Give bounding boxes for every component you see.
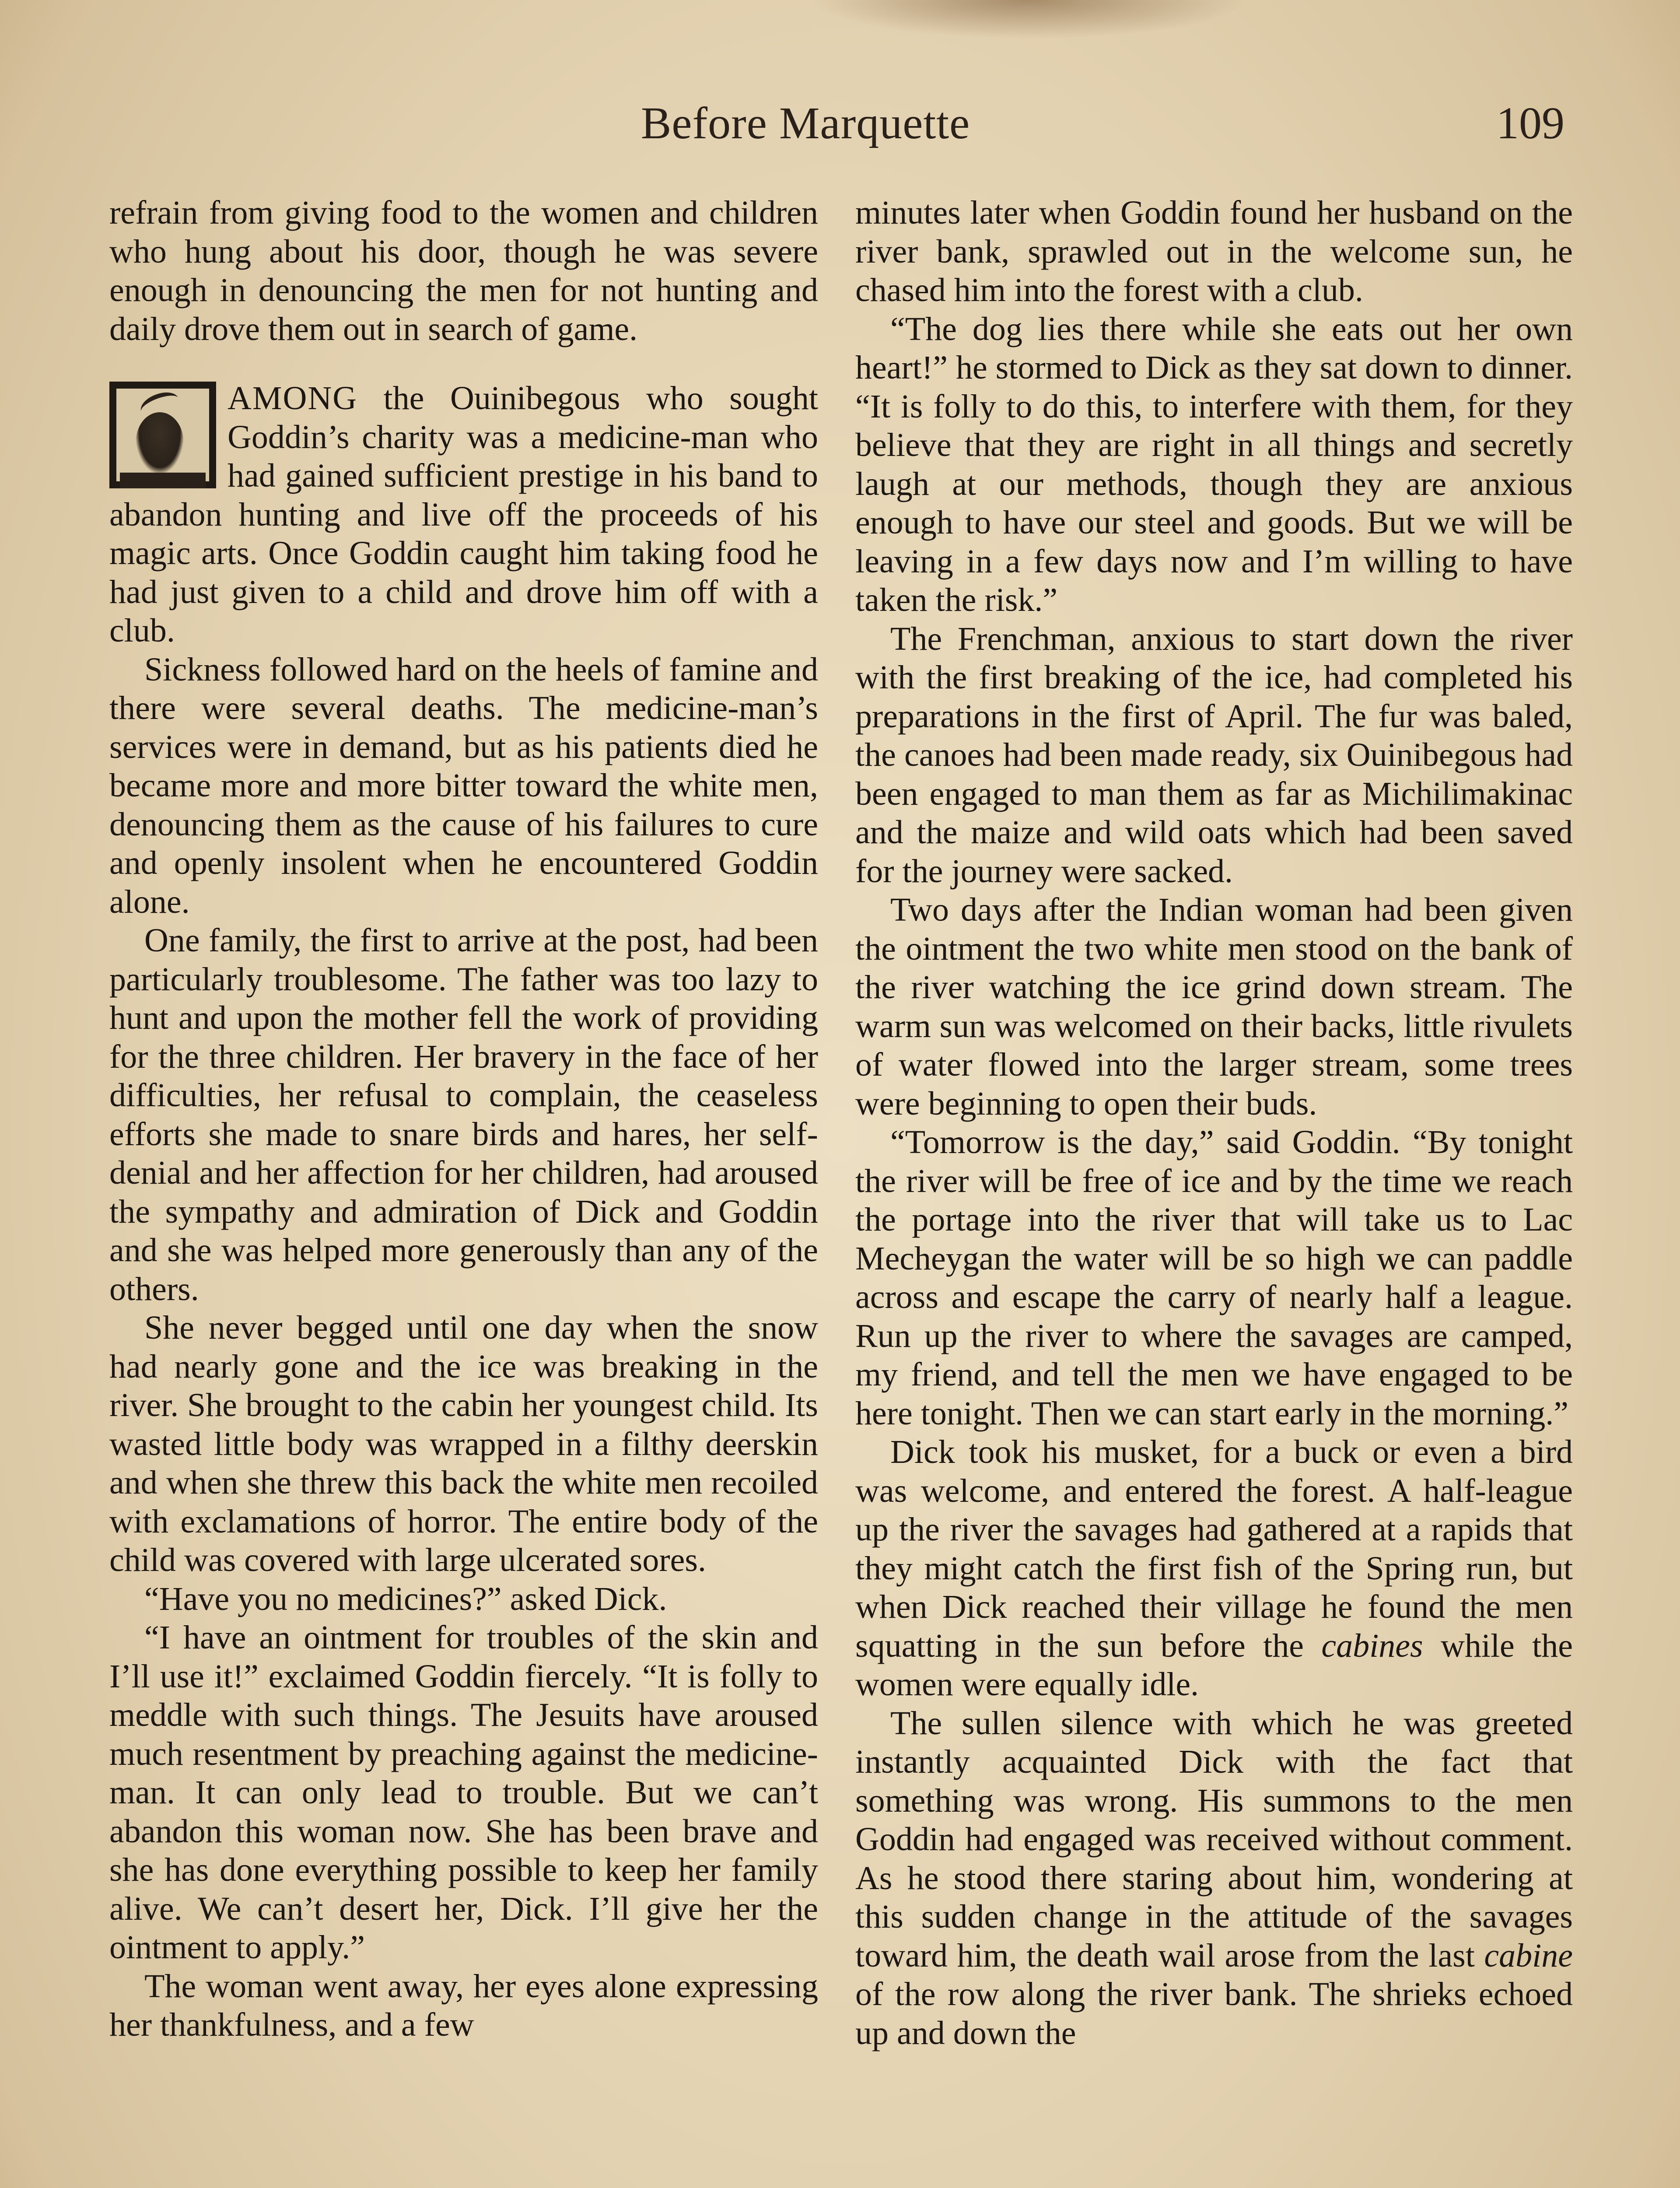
dropcap-lead-word: AMONG <box>228 380 358 417</box>
paragraph: She never begged until one day when the snow had nearly gone and the ice was breaking in the river. She brought to the cabin her youngest child. Its wasted little body was wrapped in a filthy deerskin and when she threw this back the white men recoiled with exclamations of horror. The entire body of the child was covered with large ulcerated sores. <box>109 1309 818 1578</box>
paragraph <box>855 1704 1573 2053</box>
italic-term: cabine <box>1484 1937 1573 1974</box>
paragraph-text: while the women were equally idle. <box>855 1627 1573 1703</box>
page-number: 109 <box>1496 98 1564 148</box>
paragraph <box>855 1433 1573 1704</box>
paragraph: “The dog lies there while she eats out her own heart!” he stormed to Dick as they sat down to dinner. “It is folly to do this, to interfere with them, for they believe that they are right in all things and secretly laugh at our methods, though they are anxious enough to have our steel and goods. But we will be leaving in a few days now and I’m willing to have taken the risk.” <box>855 310 1573 618</box>
paragraph-text: of the row along the river bank. The shrieks echoed up and down the <box>855 1976 1573 2051</box>
paragraph: Two days after the Indian woman had been given the ointment the two white men stood on the bank of the river watching the ice grind down stream. The warm sun was welcomed on their backs, little rivulets of water flowed into the larger stream, some trees were beginning to open their buds. <box>855 891 1573 1122</box>
paragraph: minutes later when Goddin found her husband on the river bank, sprawled out in the welcome sun, he chased him into the forest with a club. <box>855 194 1573 309</box>
page-stain <box>809 0 1247 39</box>
left-column <box>109 193 818 2044</box>
paragraph-text: the Ouinibegous who sought Goddin’s charity was a medicine-man who had gained sufficient prestige in his band to abandon hunting and live off the proceeds of his magic arts. Once Goddin caught him taking food he had just given to a child and drove him off with a club. <box>109 380 818 649</box>
paragraph: “I have an ointment for troubles of the skin and I’ll use it!” exclaimed Goddin fiercely. “It is folly to meddle with such things. The Jesuits have aroused much resentment by preaching against the medicine-man. It can only lead to trouble. But we can’t abandon this woman now. She has been brave and she has done everything possible to keep her family alive. We can’t desert her, Dick. I’ll give her the ointment to apply.” <box>109 1619 818 1966</box>
italic-term: cabines <box>1321 1627 1423 1664</box>
running-head: Before Marquette <box>641 98 970 148</box>
paragraph: “Have you no medicines?” asked Dick. <box>144 1580 667 1617</box>
paragraph: “Tomorrow is the day,” said Goddin. “By tonight the river will be free of ice and by the time we reach the portage into the river that will take us to Lac Mecheygan the water will be so high we can paddle across and escape the carry of nearly half a league. Run up the river to where the savages are camped, my friend, and tell the men we have engaged to be here tonight. Then we can start early in the morning.” <box>855 1124 1573 1432</box>
paragraph: One family, the first to arrive at the post, had been particularly troublesome. The father was too lazy to hunt and upon the mother fell the work of providing for the three children. Her bravery in the face of her difficulties, her refusal to complain, the ceaseless efforts she made to snare birds and hares, her self-denial and her affection for her children, had aroused the sympathy and admiration of Dick and Goddin and she was helped more generously than any of the others. <box>109 922 818 1308</box>
dropcap-indian-figure-icon <box>109 382 216 488</box>
paragraph-text: The sullen silence with which he was greeted instantly acquainted Dick with the fact that something was wrong. His summons to the men Goddin had engaged was received without comment. As he stood there staring about him, wondering at this sudden change in the attitude of the savages toward him, the death wail arose from the last <box>855 1704 1573 1974</box>
paragraph: The woman went away, her eyes alone expressing her thankfulness, and a few <box>109 1967 818 2043</box>
paragraph: The Frenchman, anxious to start down the river with the first breaking of the ice, had completed his preparations in the first of April. The fur was baled, the canoes had been made ready, six Ouinibegous had been engaged to man them as far as Michilimakinac and the maize and wild oats which had been saved for the journey were sacked. <box>855 620 1573 890</box>
paragraph: Sickness followed hard on the heels of famine and there were several deaths. The medicine-man’s services were in demand, but as his patients died he became more and more bitter toward the white men, denouncing them as the cause of his failures to cure and openly insolent when he encountered Goddin alone. <box>109 651 818 920</box>
paragraph-text: Dick took his musket, for a buck or even a bird was welcome, and entered the forest. A half-league up the river the savages had gathered at a rapids that they might catch the first fish of the Spring run, but when Dick reached their village he found the men squatting in the sun before the <box>855 1434 1573 1664</box>
right-column <box>855 193 1573 2052</box>
paragraph-dropcap <box>109 379 818 650</box>
paragraph: refrain from giving food to the women and children who hung about his door, though he was severe enough in denouncing the men for not hunting and daily drove them out in search of game. <box>109 194 818 347</box>
